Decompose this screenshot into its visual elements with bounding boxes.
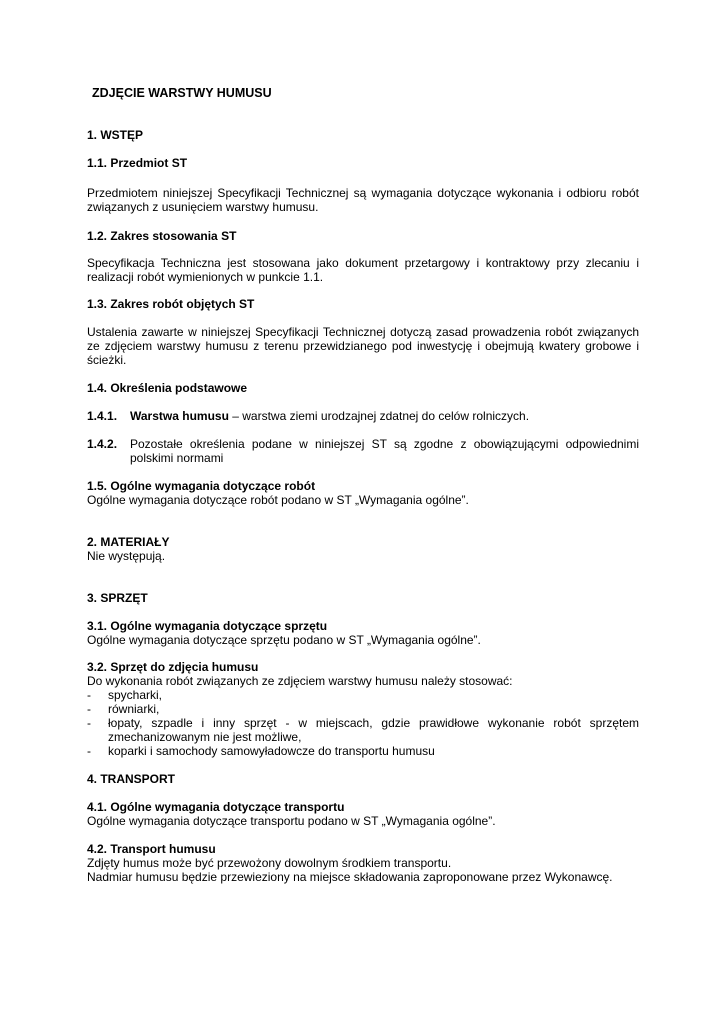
section-3-1-heading: 3.1. Ogólne wymagania dotyczące sprzętu xyxy=(87,619,328,633)
list-item-text: spycharki, xyxy=(108,688,163,702)
section-1-heading: 1. WSTĘP xyxy=(87,128,144,142)
document-title: ZDJĘCIE WARSTWY HUMUSU xyxy=(92,86,272,100)
list-item xyxy=(87,688,639,702)
section-4-heading: 4. TRANSPORT xyxy=(87,772,176,786)
list-item-text: równiarki, xyxy=(108,702,160,716)
definition-text: Pozostałe określenia podane w niniejszej ST są zgodne z obowiązującymi odpowiednimi polskimi normami xyxy=(130,437,639,465)
section-1-1-heading: 1.1. Przedmiot ST xyxy=(87,156,188,170)
definition-number: 1.4.1. xyxy=(87,409,118,423)
list-bullet: - xyxy=(87,716,91,730)
list-item xyxy=(87,744,639,758)
section-1-3-text: Ustalenia zawarte w niniejszej Specyfikacji Technicznej dotyczą zasad prowadzenia robót związanych ze zdjęciem warstwy humusu z terenu przewidzianego pod inwestycję i obejmują kwatery grobowe i ścieżki. xyxy=(87,325,639,367)
section-4-2-line-2: Nadmiar humusu będzie przewieziony na miejsce składowania zaproponowane przez Wykonawcę. xyxy=(87,870,613,884)
section-1-1-text: Przedmiotem niniejszej Specyfikacji Technicznej są wymagania dotyczące wykonania i odbioru robót związanych z usunięciem warstwy humusu. xyxy=(87,186,639,214)
section-1-3-heading: 1.3. Zakres robót objętych ST xyxy=(87,297,255,311)
definition-text xyxy=(130,409,639,423)
section-3-1-text: Ogólne wymagania dotyczące sprzętu podano w ST „Wymagania ogólne”. xyxy=(87,633,481,647)
section-1-5-heading: 1.5. Ogólne wymagania dotyczące robót xyxy=(87,479,316,493)
section-4-2-heading: 4.2. Transport humusu xyxy=(87,842,216,856)
section-4-1-heading: 4.1. Ogólne wymagania dotyczące transportu xyxy=(87,800,345,814)
list-item xyxy=(87,716,639,744)
definition-number: 1.4.2. xyxy=(87,437,118,451)
section-2-heading: 2. MATERIAŁY xyxy=(87,535,170,549)
list-bullet: - xyxy=(87,688,91,702)
section-1-2-heading: 1.2. Zakres stosowania ST xyxy=(87,229,237,243)
list-item-text: koparki i samochody samowyładowcze do transportu humusu xyxy=(108,744,435,758)
section-3-2-heading: 3.2. Sprzęt do zdjęcia humusu xyxy=(87,660,259,674)
section-4-2-line-1: Zdjęty humus może być przewożony dowolnym środkiem transportu. xyxy=(87,856,452,870)
list-bullet: - xyxy=(87,744,91,758)
section-4-1-text: Ogólne wymagania dotyczące transportu podano w ST „Wymagania ogólne”. xyxy=(87,814,496,828)
definition-term: Warstwa humusu xyxy=(130,409,229,423)
definition-description: – warstwa ziemi urodzajnej zdatnej do celów rolniczych. xyxy=(228,409,530,423)
section-1-5-text: Ogólne wymagania dotyczące robót podano w ST „Wymagania ogólne”. xyxy=(87,493,469,507)
section-1-4-heading: 1.4. Określenia podstawowe xyxy=(87,381,248,395)
list-item-text: łopaty, szpadle i inny sprzęt - w miejscach, gdzie prawidłowe wykonanie robót sprzętem zmechanizowanym nie jest możliwe, xyxy=(108,716,639,744)
section-2-text: Nie występują. xyxy=(87,549,166,563)
equipment-list xyxy=(87,688,639,758)
section-3-heading: 3. SPRZĘT xyxy=(87,591,148,605)
section-1-2-text: Specyfikacja Techniczna jest stosowana jako dokument przetargowy i kontraktowy przy zlecaniu i realizacji robót wymienionych w punkcie 1.1. xyxy=(87,256,639,284)
list-bullet: - xyxy=(87,702,91,716)
list-item xyxy=(87,702,639,716)
section-3-2-intro: Do wykonania robót związanych ze zdjęciem warstwy humusu należy stosować: xyxy=(87,674,513,688)
